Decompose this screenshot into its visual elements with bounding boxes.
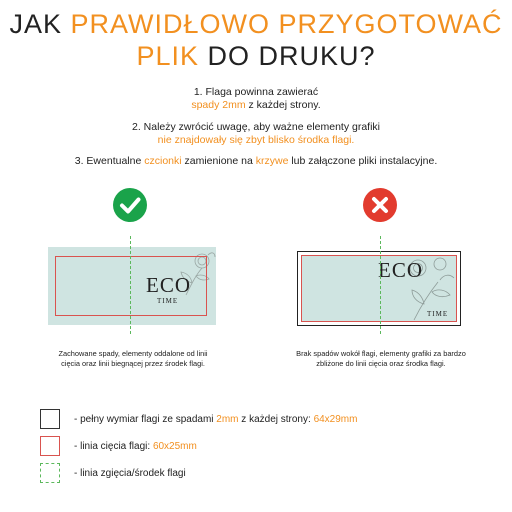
legend-swatch-fold-line	[40, 463, 60, 483]
title-word-druku: DO DRUKU?	[207, 41, 376, 71]
caption-bad	[262, 349, 500, 369]
caption-good-line1: Zachowane spady, elementy oddalone od linii	[58, 349, 208, 358]
flag-bad-example	[297, 251, 461, 326]
legend-swatch-cut-line	[40, 436, 60, 456]
instruction-2-line1: 2. Należy zwrócić uwagę, aby ważne elementy grafiki	[131, 121, 381, 133]
logo-eco-text: ECO	[146, 273, 191, 297]
logo-eco-text: ECO	[378, 258, 423, 282]
instruction-1-rest: z każdej strony.	[248, 99, 321, 111]
legend-swatch-full-size	[40, 409, 60, 429]
logo-time-text: TIME	[427, 310, 449, 318]
instruction-3-highlight-2: krzywe	[255, 155, 289, 167]
instruction-1-line1: 1. Flaga powinna zawierać	[193, 86, 319, 98]
instruction-2-highlight: nie znajdowały się zbyt blisko środka flagi.	[157, 134, 355, 146]
fold-line	[380, 236, 381, 334]
instruction-3-b: zamienione na	[184, 155, 253, 167]
check-icon	[113, 188, 147, 222]
legend-row-cut-line	[40, 435, 197, 457]
title-highlight-2: PLIK	[136, 41, 199, 71]
page-title	[0, 8, 512, 40]
instruction-1	[0, 86, 512, 112]
instruction-1-highlight: spady 2mm	[191, 99, 246, 111]
legend-text: - pełny wymiar flagi ze spadami	[74, 413, 214, 425]
legend-text: - linia zgięcia/środek flagi	[74, 467, 186, 479]
flag-good-example	[48, 247, 216, 325]
legend-highlight: 64x29mm	[313, 413, 358, 425]
instruction-3-highlight-1: czcionki	[144, 155, 182, 167]
title-word-jak: JAK	[9, 9, 62, 39]
legend-highlight: 60x25mm	[152, 440, 197, 452]
caption-bad-line2: zbliżone do linii cięcia oraz środka flagi.	[316, 359, 446, 368]
legend-row-fold-line	[40, 462, 186, 484]
instruction-3	[0, 155, 512, 168]
legend-highlight: 2mm	[216, 413, 239, 425]
caption-bad-line1: Brak spadów wokół flagi, elementy grafiki za bardzo	[296, 349, 466, 358]
instruction-3-a: 3. Ewentualne	[74, 155, 142, 167]
cross-icon	[363, 188, 397, 222]
caption-good	[18, 349, 248, 369]
fold-line	[130, 236, 131, 334]
page-title-line2	[0, 40, 512, 72]
title-highlight-1: PRAWIDŁOWO PRZYGOTOWAĆ	[70, 9, 503, 39]
instruction-3-c: lub załączone pliki instalacyjne.	[291, 155, 438, 167]
caption-good-line2: cięcia oraz linii biegnącej przez środek flagi.	[61, 359, 205, 368]
instruction-2	[0, 121, 512, 147]
legend-row-full-size	[40, 408, 357, 430]
instruction-1-line2	[0, 99, 512, 112]
legend-text: - linia cięcia flagi:	[74, 440, 151, 452]
logo-time-text: TIME	[157, 297, 179, 305]
legend-text: z każdej strony:	[241, 413, 311, 425]
